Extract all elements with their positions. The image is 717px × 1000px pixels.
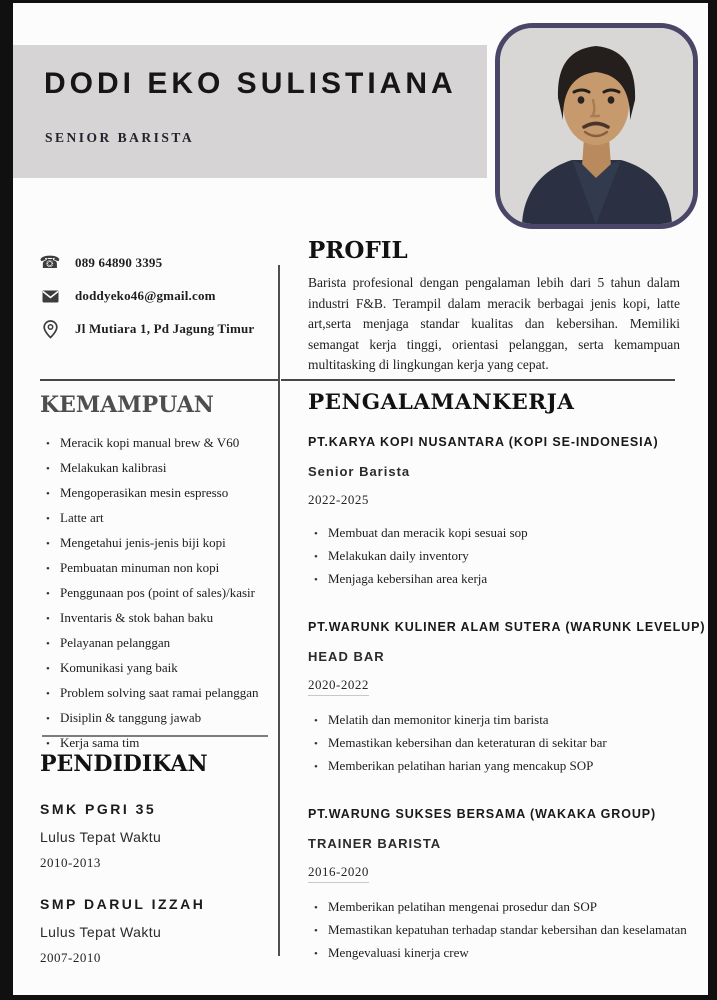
skill-item: • Penggunaan pos (point of sales)/kasir (40, 581, 282, 606)
bullet-icon: • (46, 513, 50, 525)
bullet-icon: • (46, 588, 50, 600)
contact-email-row (40, 286, 278, 306)
bullet-icon: • (314, 715, 318, 727)
bullet-icon: • (46, 688, 50, 700)
experience-section (308, 389, 706, 994)
graduation-note: Lulus Tepat Waktu (40, 829, 162, 845)
skill-item: • Latte art (40, 506, 282, 531)
job-duties-list (308, 709, 690, 778)
phone-number: 089 64890 3395 (75, 255, 163, 270)
skills-heading: KEMAMPUAN (40, 392, 214, 418)
job-years: 2022-2025 (308, 492, 369, 507)
job-duty: • Memberikan pelatihan harian yang mencakup SOP (308, 755, 690, 778)
skill-item: • Melakukan kalibrasi (40, 456, 282, 481)
bullet-icon: • (314, 528, 318, 540)
contact-phone-row (40, 253, 278, 273)
education-section (40, 749, 282, 991)
job-duty: • Memberikan pelatihan mengenai prosedur dan SOP (308, 896, 690, 919)
education-entry (40, 801, 282, 871)
profil-divider-rule (281, 379, 675, 381)
school-name: SMK PGRI 35 (40, 801, 157, 817)
job-duty: • Melakukan daily inventory (308, 545, 690, 568)
skill-item: • Meracik kopi manual brew & V60 (40, 431, 282, 456)
skill-item: • Inventaris & stok bahan baku (40, 606, 282, 631)
email-address: doddyeko46@gmail.com (75, 288, 216, 303)
job-entry (308, 620, 706, 778)
job-years: 2020-2022 (308, 677, 369, 696)
profil-section (308, 236, 680, 376)
bullet-icon: • (46, 638, 50, 650)
skills-section (40, 391, 282, 756)
bullet-icon: • (314, 902, 318, 914)
job-role: Senior Barista (308, 464, 411, 479)
bullet-icon: • (314, 551, 318, 563)
person-portrait (500, 28, 693, 224)
bullet-icon: • (46, 738, 50, 750)
skills-list (40, 431, 282, 756)
bullet-icon: • (46, 563, 50, 575)
education-years: 2007-2010 (40, 950, 101, 965)
skill-item: • Pembuatan minuman non kopi (40, 556, 282, 581)
job-entry (308, 435, 690, 591)
contact-section (40, 253, 278, 352)
profil-heading: PROFIL (308, 237, 408, 264)
job-role: HEAD BAR (308, 649, 385, 664)
person-name: DODI EKO SULISTIANA (44, 67, 457, 100)
job-duty: • Menjaga kebersihan area kerja (308, 568, 690, 591)
bullet-icon: • (314, 574, 318, 586)
email-icon (40, 290, 60, 303)
job-duty: • Memastikan kebersihan dan keteraturan di sekitar bar (308, 732, 690, 755)
education-heading: PENDIDIKAN (40, 751, 208, 777)
profile-photo (495, 23, 698, 229)
job-years: 2016-2020 (308, 864, 369, 883)
skill-item: • Pelayanan pelanggan (40, 631, 282, 656)
contact-divider-rule (40, 379, 278, 381)
experience-heading: PENGALAMANKERJA (308, 390, 575, 415)
job-duty: • Membuat dan meracik kopi sesuai sop (308, 522, 690, 545)
bullet-icon: • (46, 463, 50, 475)
location-pin-icon (40, 320, 60, 339)
company-name: PT.KARYA KOPI NUSANTARA (KOPI SE-INDONESIA) (308, 435, 659, 449)
job-duty: • Memastikan kepatuhan terhadap standar kebersihan dan keselamatan (308, 919, 690, 942)
bullet-icon: • (46, 538, 50, 550)
bullet-icon: • (314, 761, 318, 773)
profil-text: Barista profesional dengan pengalaman lebih dari 5 tahun dalam industri F&B. Terampil dalam meracik berbagai jenis kopi, latte art,serta menjaga standar kualitas dan kebersihan. Memiliki semangat kerja tinggi, orientasi pelanggan, serta kemampuan multitasking di lingkungan kerja yang cepat. (308, 275, 680, 372)
bullet-icon: • (46, 438, 50, 450)
resume-page (13, 3, 708, 995)
school-name: SMP DARUL IZZAH (40, 896, 206, 912)
job-duties-list (308, 896, 690, 965)
education-entry (40, 896, 282, 966)
job-duties-list (308, 522, 690, 591)
skill-item: • Mengetahui jenis-jenis biji kopi (40, 531, 282, 556)
header-band (13, 45, 487, 178)
bullet-icon: • (46, 613, 50, 625)
skill-item: • Komunikasi yang baik (40, 656, 282, 681)
bullet-icon: • (46, 713, 50, 725)
job-duty: • Mengevaluasi kinerja crew (308, 942, 690, 965)
phone-icon: ☎ (39, 252, 61, 273)
job-role: TRAINER BARISTA (308, 836, 442, 851)
company-name: PT.WARUNK KULINER ALAM SUTERA (WARUNK LEVELUP) (308, 620, 706, 634)
skill-item: • Disiplin & tanggung jawab (40, 706, 282, 731)
contact-address-row (40, 319, 278, 339)
bullet-icon: • (314, 925, 318, 937)
education-years: 2010-2013 (40, 855, 101, 870)
skill-item: • Kerja sama tim (40, 731, 282, 756)
person-title: SENIOR BARISTA (45, 130, 195, 145)
address-text: Jl Mutiara 1, Pd Jagung Timur (75, 321, 255, 336)
skill-item: • Mengoperasikan mesin espresso (40, 481, 282, 506)
job-entry (308, 807, 690, 965)
bullet-icon: • (46, 488, 50, 500)
bullet-icon: • (46, 663, 50, 675)
skill-item: • Problem solving saat ramai pelanggan (40, 681, 282, 706)
bullet-icon: • (314, 948, 318, 960)
bullet-icon: • (314, 738, 318, 750)
company-name: PT.WARUNG SUKSES BERSAMA (WAKAKA GROUP) (308, 807, 657, 821)
graduation-note: Lulus Tepat Waktu (40, 924, 162, 940)
job-duty: • Melatih dan memonitor kinerja tim barista (308, 709, 690, 732)
